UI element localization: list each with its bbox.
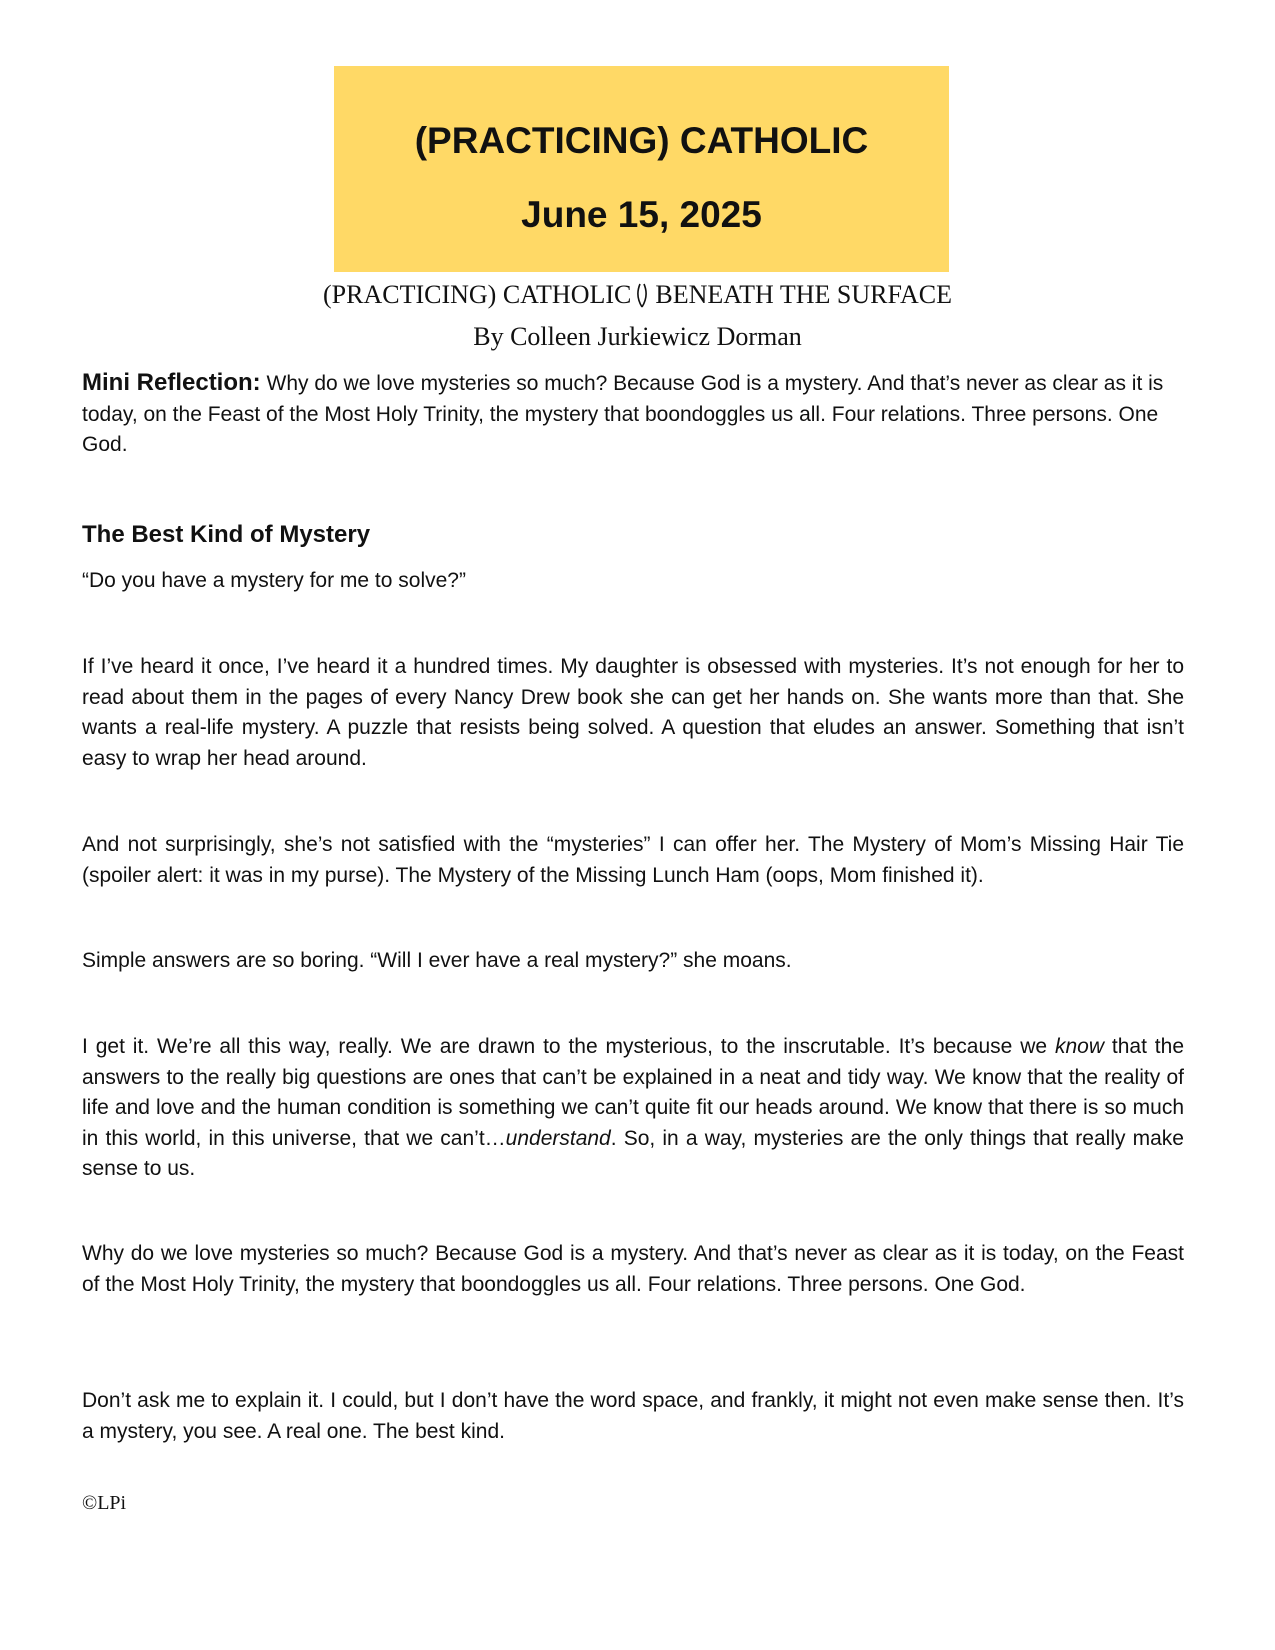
series-name: (PRACTICING) CATHOLIC [322,280,632,309]
separator-mark [631,280,655,310]
byline: By Colleen Jurkiewicz Dorman [473,322,802,351]
article-paragraph: If I’ve heard it once, I’ve heard it a hundred times. My daughter is obsessed with mysteries. It’s not enough for her to read about them in the pages of every Nancy Drew book she can get her hands on. She wants more than that. She wants a real-life mystery. A puzzle that resists being solved. A question that eludes an answer. Something that isn’t easy to wrap her head around. [82,655,1184,770]
series-subtitle [0,280,1275,310]
paragraph-text: I get it. We’re all this way, really. We are drawn to the mysterious, to the inscrutable. It’s because we [82,1035,1055,1058]
mini-reflection [82,368,1184,461]
banner-date: June 15, 2025 [521,194,762,235]
series-topic: BENEATH THE SURFACE [655,280,952,309]
article-heading: The Best Kind of Mystery [82,521,371,548]
mini-reflection-label: Mini Reflection: [82,369,261,396]
emphasis-text: know [1054,1035,1104,1058]
paragraph-text: . So, in a way, mysteries are the only things that really make sense to us. [82,1126,1184,1180]
article-paragraph: Why do we love mysteries so much? Because God is a mystery. And that’s never as clear as it is today, on the Feast of the Most Holy Trinity, the mystery that boondoggles us all. Four relations. Three persons. One God. [82,1242,1184,1296]
paragraph-text: that the answers to the really big questions are ones that can’t be explained in a neat and tidy way. We know that the reality of life and love and the human condition is something we can’t quite fit our heads around. We know that there is so much in this world, in this universe, that we can’t… [82,1035,1185,1150]
banner-title: (PRACTICING) CATHOLIC [414,120,869,161]
emphasis-text: understand [505,1126,611,1150]
copyright-notice: ©LPi [82,1492,127,1514]
article-paragraph: And not surprisingly, she’s not satisfied with the “mysteries” I can offer her. The Mystery of Mom’s Missing Hair Tie (spoiler alert: it was in my purse). The Mystery of the Missing Lunch Ham (oops, Mom finished it). [82,833,1184,887]
mini-reflection-text: Why do we love mysteries so much? Because God is a mystery. And that’s never as clear as it is today, on the Feast of the Most Holy Trinity, the mystery that boondoggles us all. Four relations. Three persons. One God. [82,372,1164,456]
article-paragraph: Don’t ask me to explain it. I could, but I don’t have the word space, and frankly, it might not even make sense then. It’s a mystery, you see. A real one. The best kind. [82,1389,1184,1443]
article-paragraph: “Do you have a mystery for me to solve?” [82,569,466,592]
article-paragraph [82,1032,1184,1185]
title-banner [334,66,949,272]
article-paragraph: Simple answers are so boring. “Will I ever have a real mystery?” she moans. [82,949,792,972]
